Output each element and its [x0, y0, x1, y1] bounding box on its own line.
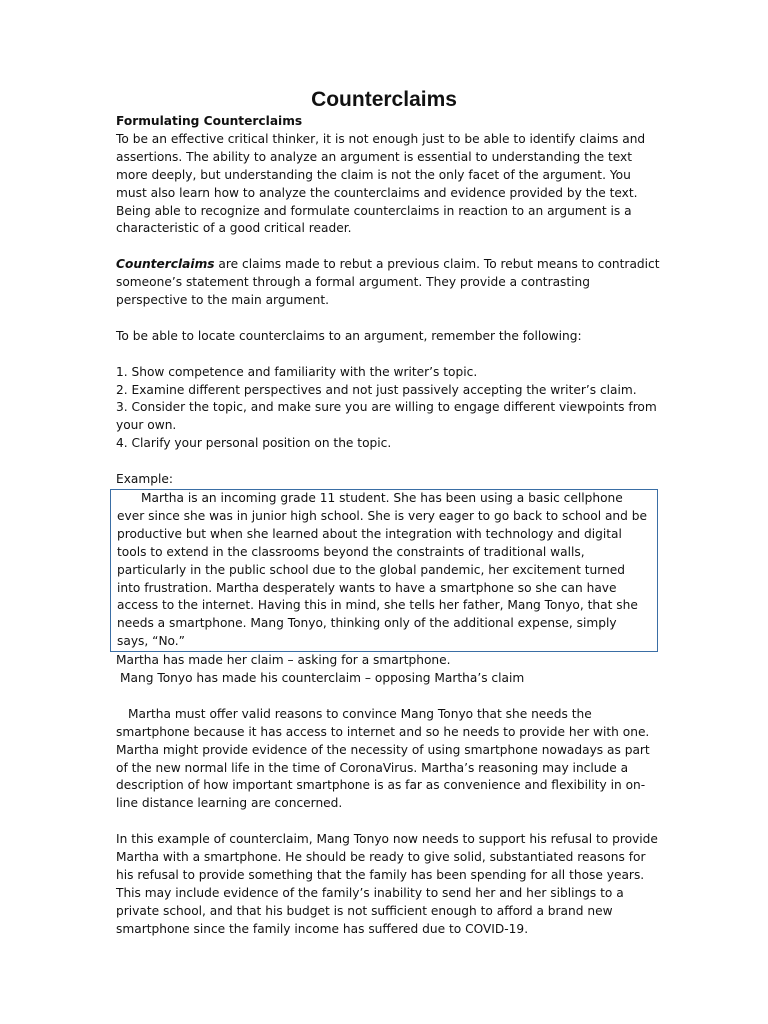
- martha-paragraph: Martha must offer valid reasons to convince Mang Tonyo that she needs the smartphone because it has access to internet and so he needs to provide her with one. Martha might provide evidence of the necessity of using smartphone nowadays as part of the new normal life in the time of CoronaVirus. Martha’s reasoning may include a description of how important smartphone is as far as convenience and flexibility in on-line distance learning are concerned.: [116, 706, 650, 811]
- intro-paragraph: To be an effective critical thinker, it is not enough just to be able to identify claims and assertions. The ability to analyze an argument is essential to understanding the text more deeply, but understanding the claim is not the only facet of the argument. You must also learn how to analyze the counterclaims and evidence provided by the text. Being able to recognize and formulate counterclaims in reaction to an argument is a characteristic of a good critical reader.: [116, 131, 646, 236]
- list-item: 1. Show competence and familiarity with the writer’s topic.: [116, 364, 478, 379]
- document-body: [116, 113, 661, 939]
- list-item: 4. Clarify your personal position on the topic.: [116, 436, 392, 451]
- example-label: Example:: [116, 472, 173, 487]
- tonyo-paragraph: In this example of counterclaim, Mang Tonyo now needs to support his refusal to provide Martha with a smartphone. He should be ready to give solid, substantiated reasons for his refusal to provide something that the family has been spending for all those years. This may include evidence of the family’s inability to send her and her siblings to a private school, and that his budget is not sufficient enough to afford a brand new smartphone since the family income has suffered due to COVID-19.: [116, 832, 658, 936]
- definition-paragraph: [116, 256, 661, 310]
- section-subheading: Formulating Counterclaims: [116, 114, 303, 128]
- example-text: Martha is an incoming grade 11 student. She has been using a basic cellphone ever since she was in junior high school. She is very eager to go back to school and be productive but when she learned about the integration with technology and digital tools to extend in the classrooms beyond the constraints of traditional walls, particularly in the public school due to the global pandemic, her excitement turned into frustration. Martha desperately wants to have a smartphone so she can have access to the internet. Having this in mind, she tells her father, Mang Tonyo, that she needs a smartphone. Mang Tonyo, thinking only of the additional expense, simply says, “No.”: [117, 490, 647, 649]
- list-intro: To be able to locate counterclaims to an argument, remember the following:: [116, 328, 582, 343]
- definition-term: Counterclaims: [116, 257, 215, 272]
- list-item: 2. Examine different perspectives and not just passively accepting the writer’s claim.: [116, 382, 637, 397]
- example-box: [110, 489, 658, 652]
- definition-text: are claims made to rebut a previous claim. To rebut means to contradict someone’s statement through a formal argument. They provide a contrasting perspective to the main argument.: [116, 257, 660, 308]
- claim-line: Martha has made her claim – asking for a smartphone.: [116, 653, 451, 668]
- counterclaim-line: Mang Tonyo has made his counterclaim – opposing Martha’s claim: [120, 671, 525, 686]
- list-item: 3. Consider the topic, and make sure you are willing to engage different viewpoints from your own.: [116, 400, 657, 433]
- page-title: Counterclaims: [311, 88, 457, 111]
